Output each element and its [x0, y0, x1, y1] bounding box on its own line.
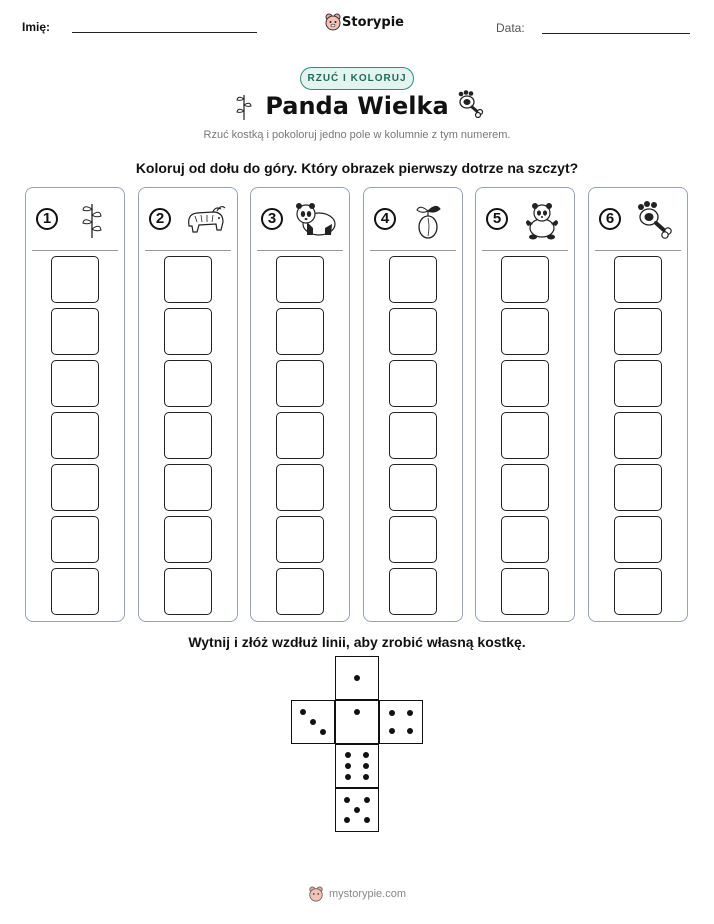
color-cell[interactable]: [164, 464, 212, 511]
color-cell[interactable]: [614, 464, 662, 511]
die-pip: [344, 797, 350, 803]
color-cell[interactable]: [51, 360, 99, 407]
color-cell[interactable]: [501, 360, 549, 407]
page-subtitle: Rzuć kostką i pokoloruj jedno pole w kolumnie z tym numerem.: [203, 129, 511, 141]
paw-bone-icon: [633, 200, 677, 240]
die-pip: [407, 710, 413, 716]
bamboo-leaf-icon: [234, 91, 254, 121]
page-title: Panda Wielka: [265, 92, 449, 120]
color-cell[interactable]: [51, 308, 99, 355]
instruction-text: Koloruj od dołu do góry. Który obrazek pierwszy dotrze na szczyt?: [135, 160, 579, 176]
paw-bone-icon: [456, 89, 486, 119]
color-cell[interactable]: [389, 464, 437, 511]
die-pip: [389, 710, 395, 716]
color-cell[interactable]: [276, 412, 324, 459]
color-cell[interactable]: [51, 516, 99, 563]
column-1: [25, 187, 125, 622]
column-number: 6: [599, 208, 621, 230]
color-cell[interactable]: [389, 412, 437, 459]
color-cell[interactable]: [614, 568, 662, 615]
column-2: [138, 187, 238, 622]
color-cell[interactable]: [51, 464, 99, 511]
column-number: 1: [36, 208, 58, 230]
color-cell[interactable]: [501, 568, 549, 615]
color-cell[interactable]: [164, 308, 212, 355]
color-cell[interactable]: [614, 360, 662, 407]
column-number: 2: [149, 208, 171, 230]
column-3: [250, 187, 350, 622]
die-pip: [407, 728, 413, 734]
die-pip: [363, 763, 369, 769]
panda-sitting-icon: [520, 200, 564, 240]
footer: [308, 886, 418, 904]
activity-badge: RZUĆ I KOLORUJ: [300, 67, 414, 90]
column-divider: [370, 250, 456, 251]
footer-url[interactable]: mystorypie.com: [329, 888, 407, 900]
die-pip: [300, 709, 306, 715]
bamboo-leaf-icon: [70, 200, 114, 240]
die-pip: [345, 763, 351, 769]
color-cell[interactable]: [51, 568, 99, 615]
die-pip: [345, 774, 351, 780]
column-number: 4: [374, 208, 396, 230]
color-cell[interactable]: [501, 412, 549, 459]
color-cell[interactable]: [276, 360, 324, 407]
color-cell[interactable]: [276, 516, 324, 563]
date-label: Data:: [496, 21, 525, 35]
die-pip: [354, 807, 360, 813]
seedling-icon: [408, 200, 452, 240]
color-cell[interactable]: [164, 516, 212, 563]
color-cell[interactable]: [389, 256, 437, 303]
column-4: [363, 187, 463, 622]
color-cell[interactable]: [389, 308, 437, 355]
die-face-6[interactable]: [335, 744, 379, 788]
column-5: [475, 187, 575, 622]
color-cell[interactable]: [389, 568, 437, 615]
column-divider: [482, 250, 568, 251]
column-divider: [595, 250, 681, 251]
panda-icon: [295, 200, 339, 240]
storypie-logo-icon: [308, 886, 324, 902]
color-cell[interactable]: [276, 464, 324, 511]
color-cell[interactable]: [51, 412, 99, 459]
column-divider: [145, 250, 231, 251]
storypie-logo-icon: [325, 13, 341, 31]
brand-logo: [325, 13, 404, 33]
color-cell[interactable]: [164, 412, 212, 459]
color-cell[interactable]: [501, 256, 549, 303]
color-cell[interactable]: [614, 412, 662, 459]
color-cell[interactable]: [276, 308, 324, 355]
color-cell[interactable]: [614, 308, 662, 355]
die-pip: [354, 709, 360, 715]
color-cell[interactable]: [51, 256, 99, 303]
die-face-4[interactable]: [379, 700, 423, 744]
die-pip: [345, 752, 351, 758]
date-line[interactable]: [542, 33, 690, 34]
die-face-1[interactable]: [335, 656, 379, 700]
die-face-3[interactable]: [291, 700, 335, 744]
color-cell[interactable]: [614, 516, 662, 563]
die-pip: [363, 752, 369, 758]
color-cell[interactable]: [501, 308, 549, 355]
color-cell[interactable]: [164, 256, 212, 303]
die-pip: [363, 774, 369, 780]
dice-caption: Wytnij i złóż wzdłuż linii, aby zrobić własną kostkę.: [188, 634, 526, 650]
brand-name: Storypie: [342, 15, 404, 30]
die-pip: [364, 817, 370, 823]
die-pip: [389, 728, 395, 734]
name-line[interactable]: [72, 32, 257, 33]
name-label: Imię:: [22, 20, 51, 34]
color-cell[interactable]: [389, 360, 437, 407]
column-6: [588, 187, 688, 622]
color-cell[interactable]: [501, 464, 549, 511]
column-divider: [257, 250, 343, 251]
die-pip: [320, 729, 326, 735]
die-pip: [310, 719, 316, 725]
die-pip: [364, 797, 370, 803]
color-cell[interactable]: [389, 516, 437, 563]
color-cell[interactable]: [164, 568, 212, 615]
color-cell[interactable]: [164, 360, 212, 407]
column-divider: [32, 250, 118, 251]
column-number: 5: [486, 208, 508, 230]
die-face-1[interactable]: [335, 700, 379, 744]
column-number: 3: [261, 208, 283, 230]
color-cell[interactable]: [501, 516, 549, 563]
die-pip: [354, 675, 360, 681]
color-cell[interactable]: [614, 256, 662, 303]
takin-icon: [183, 200, 227, 240]
die-face-5[interactable]: [335, 788, 379, 832]
color-cell[interactable]: [276, 568, 324, 615]
color-cell[interactable]: [276, 256, 324, 303]
die-pip: [344, 817, 350, 823]
